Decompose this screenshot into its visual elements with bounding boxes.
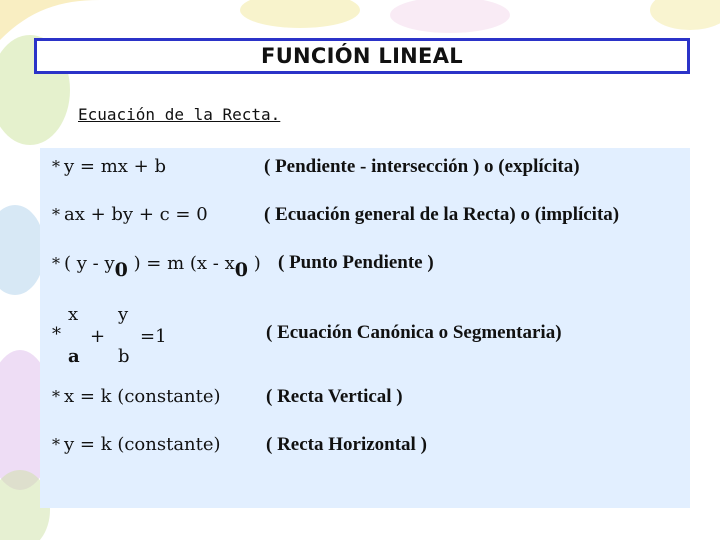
fraction-denominator-a: a xyxy=(68,346,80,367)
fraction-numerator-x: x xyxy=(68,304,79,325)
fraction-numerator-y: y xyxy=(118,304,129,325)
slide-subtitle: Ecuación de la Recta. xyxy=(78,105,281,124)
fraction-denominator-b: b xyxy=(118,346,130,367)
equation-description: ( Pendiente - intersección ) o (explícita) xyxy=(264,156,580,177)
slide-title: FUNCIÓN LINEAL xyxy=(261,44,463,68)
equation-formula: * y = k (constante) xyxy=(52,434,221,455)
equals-one: =1 xyxy=(140,326,167,347)
equation-description: ( Ecuación general de la Recta) o (implícita) xyxy=(264,204,620,225)
equation-description: ( Punto Pendiente ) xyxy=(278,252,434,273)
equation-description: ( Ecuación Canónica o Segmentaria) xyxy=(266,322,562,343)
equation-formula: * ax + by + c = 0 xyxy=(52,204,208,225)
equation-description: ( Recta Vertical ) xyxy=(266,386,403,407)
equation-formula: * y = mx + b xyxy=(52,156,166,177)
equation-row-canonical xyxy=(40,300,690,370)
plus-sign: + xyxy=(90,326,106,347)
bullet: * xyxy=(52,324,61,345)
equation-formula: * ( y - y0 ) = m (x - x0 ) xyxy=(52,253,261,281)
equations-panel xyxy=(40,148,690,508)
equation-description: ( Recta Horizontal ) xyxy=(266,434,427,455)
title-box xyxy=(34,38,690,74)
equation-formula: * x = k (constante) xyxy=(52,386,221,407)
